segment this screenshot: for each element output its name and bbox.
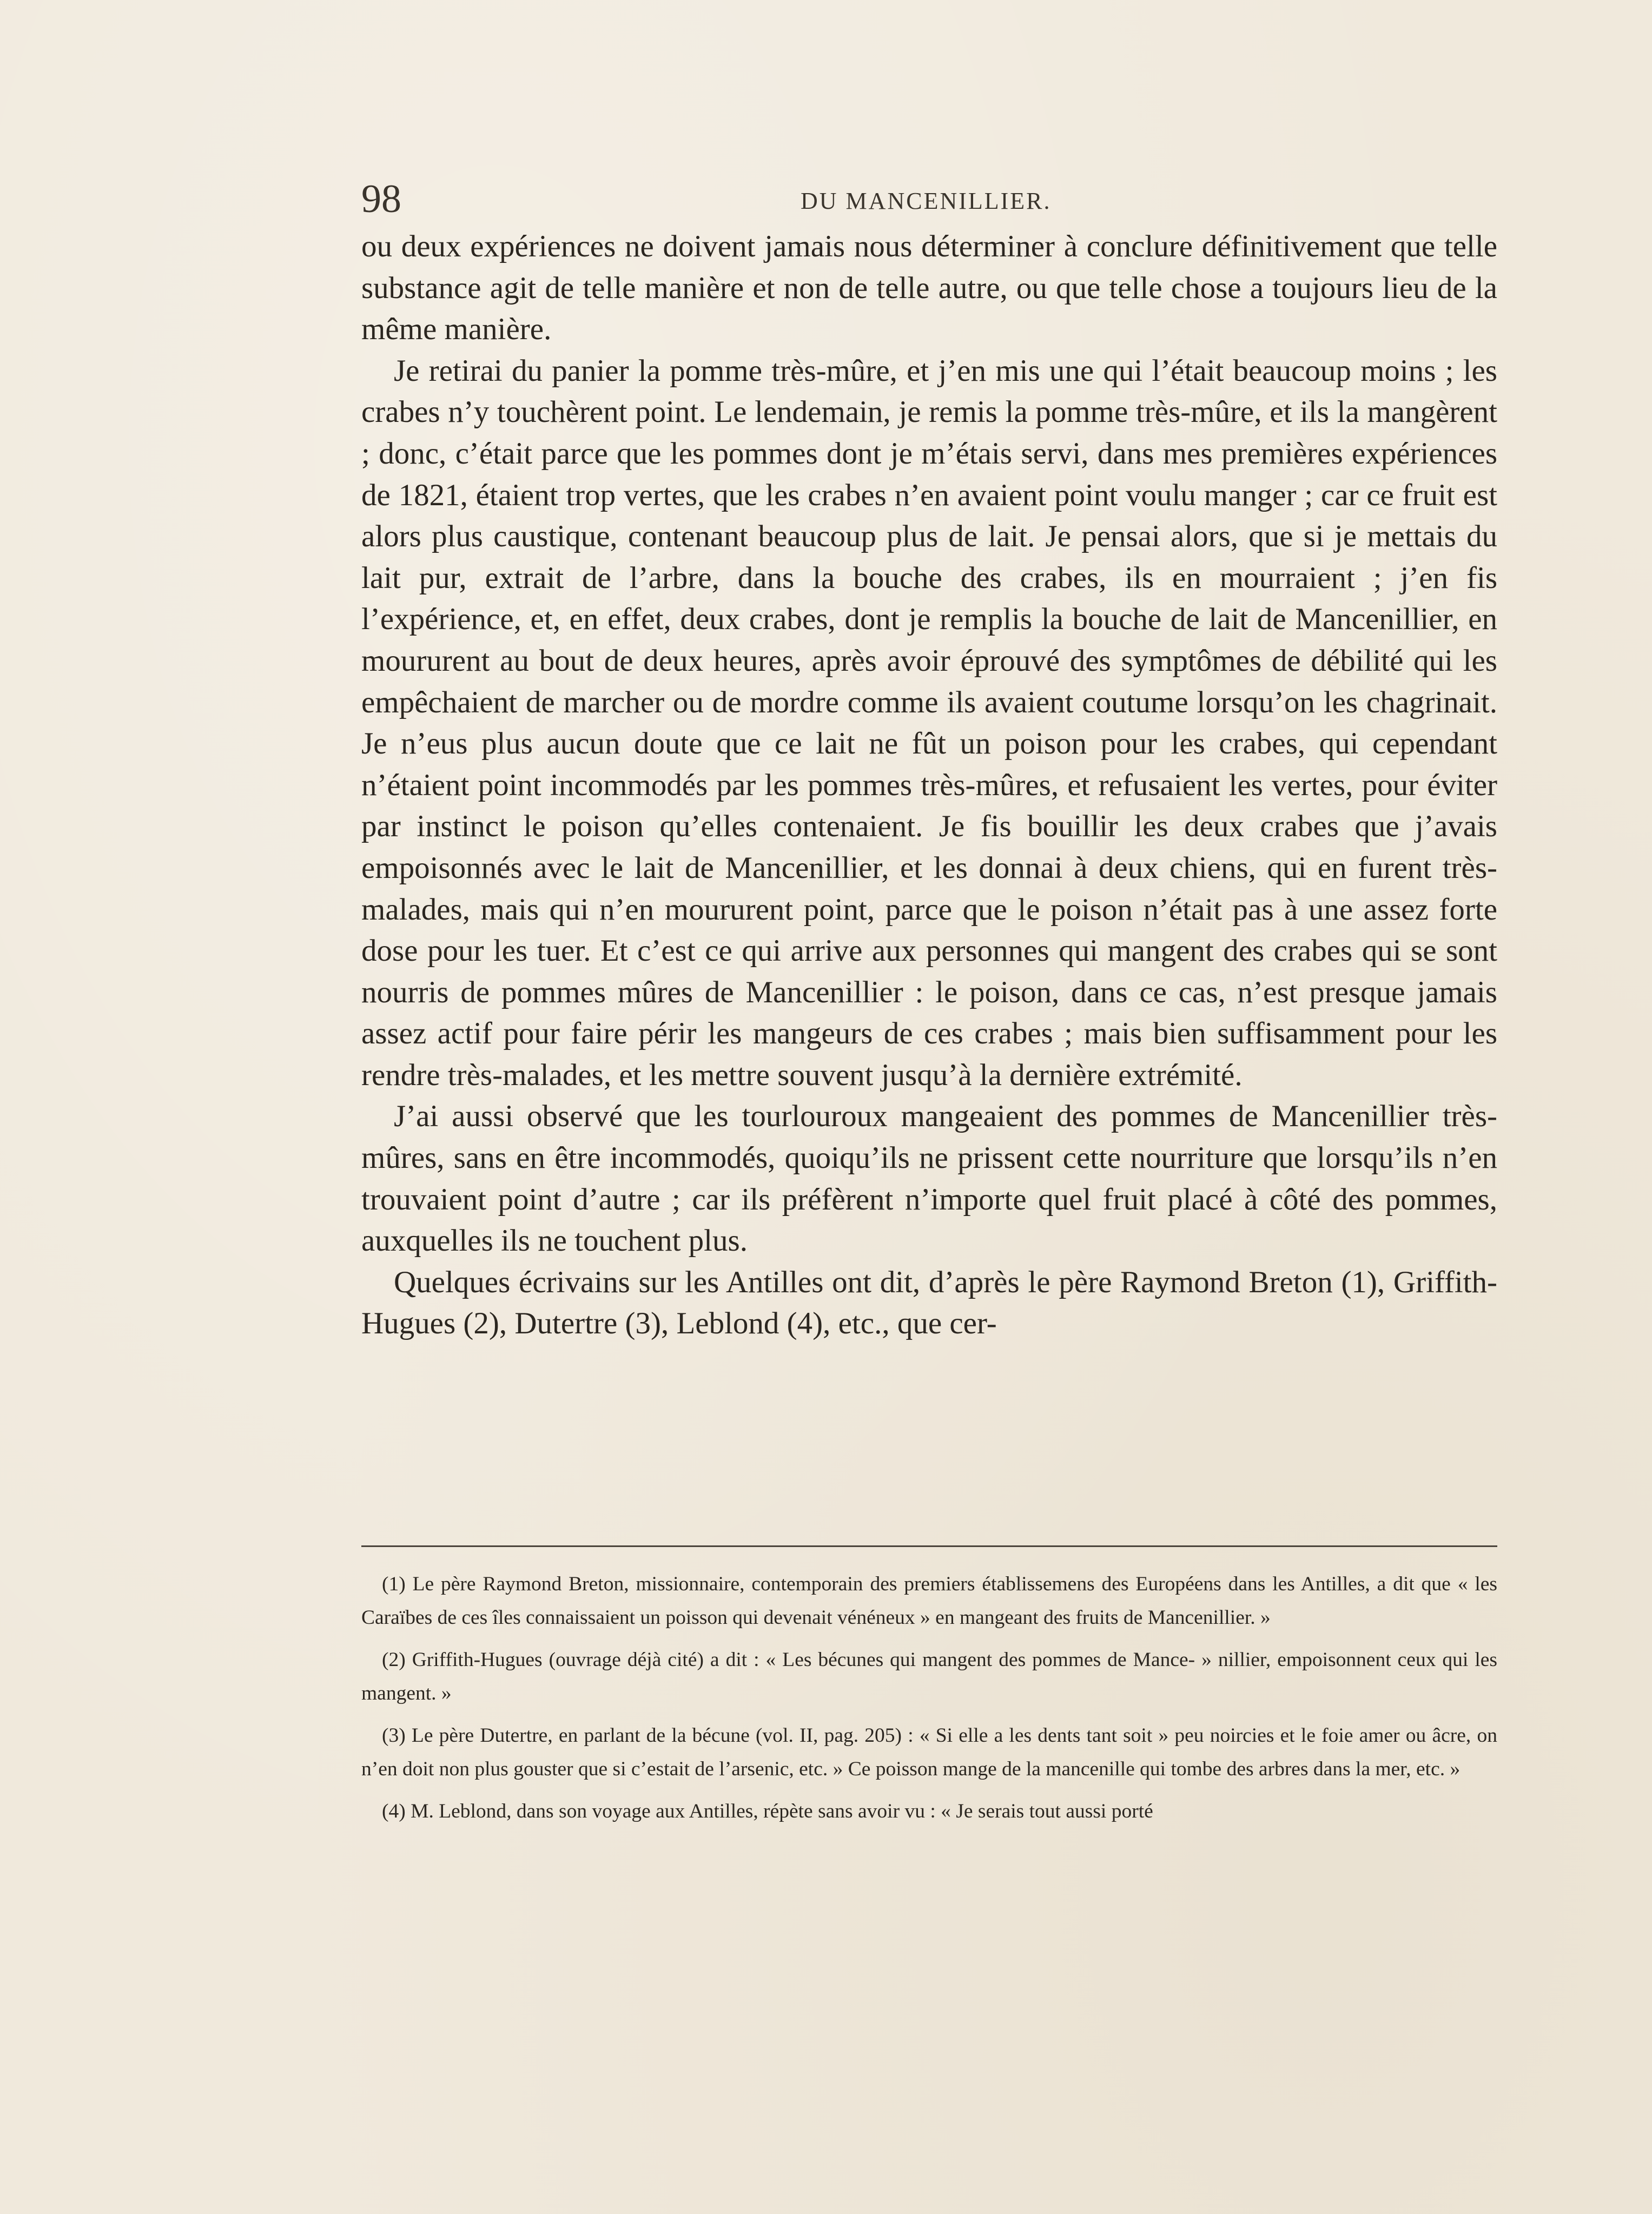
footnote-3: (3) Le père Dutertre, en parlant de la bécune (vol. II, pag. 205) : « Si elle a les dents tant soit » peu noircies et le foie amer ou âcre, on n’en doit non plus gouster que si c’estait de l’arsenic, etc. » Ce poisson mange de la mancenille qui tombe des arbres dans la mer, etc. » xyxy=(361,1724,1497,1780)
running-title: DU MANCENILLIER. xyxy=(801,188,1052,214)
page-header xyxy=(361,172,1497,226)
paragraph-writers: Quelques écrivains sur les Antilles ont dit, d’après le père Raymond Breton (1), Griffith-Hugues (2), Dutertre (3), Leblond (4), etc., que cer- xyxy=(361,1265,1497,1341)
page-number: 98 xyxy=(361,177,401,221)
paragraph-crab-experiment: Je retirai du panier la pomme très-mûre, et j’en mis une qui l’était beaucoup moins ; les crabes n’y touchèrent point. Le lendemain, je remis la pomme très-mûre, et ils la mangèrent ; donc, c’était parce que les pommes dont je m’étais servi, dans mes premières expériences de 1821, étaient trop vertes, que les crabes n’en avaient point voulu manger ; car ce fruit est alors plus caustique, contenant beaucoup plus de lait. Je pensai alors, que si je mettais du lait pur, extrait de l’arbre, dans la bouche des crabes, ils en mourraient ; j’en fis l’expérience, et, en effet, deux crabes, dont je remplis la bouche de lait de Mancenillier, en moururent au bout de deux heures, après avoir éprouvé des symptômes de débilité qui les empêchaient de marcher ou de mordre comme ils avaient coutume lorsqu’on les chagrinait. Je n’eus plus aucun doute que ce lait ne fût un poison pour les crabes, qui cependant n’étaient point incommodés par les pommes très-mûres, et refusaient les vertes, pour éviter par instinct le poison qu’elles contenaient. Je fis bouillir les deux crabes que j’avais empoisonnés avec le lait de Mancenillier, et les donnai à deux chiens, qui en furent très-malades, mais qui n’en moururent point, parce que le poison n’était pas à une assez forte dose pour les tuer. Et c’est ce qui arrive aux personnes qui mangent des crabes qui se sont nourris de pommes mûres de Mancenillier : le poison, dans ce cas, n’est presque jamais assez actif pour faire périr les mangeurs de ces crabes ; mais bien suffisamment pour les rendre très-malades, et les mettre souvent jusqu’à la dernière extrémité. xyxy=(361,353,1497,1092)
paragraph-tourlouroux: J’ai aussi observé que les tourlouroux mangeaient des pommes de Mancenillier très-mûres, sans en être incommodés, quoiqu’ils ne prissent cette nourriture que lorsqu’ils n’en trouvaient point d’autre ; car ils préfèrent n’importe quel fruit placé à côté des pommes, auxquelles ils ne touchent plus. xyxy=(361,1099,1497,1258)
footnote-divider xyxy=(361,1545,1497,1547)
footnote-1: (1) Le père Raymond Breton, missionnaire, contemporain des premiers établissemens des Européens dans les Antilles, a dit que « les Caraïbes de ces îles connaissaient un poisson qui devenait vénéneux » en mangeant des fruits de Mancenillier. » xyxy=(361,1573,1497,1629)
footnotes xyxy=(361,1568,1497,1828)
footnote-4: (4) M. Leblond, dans son voyage aux Antilles, répète sans avoir vu : « Je serais tout aussi porté xyxy=(382,1800,1153,1822)
body-text xyxy=(361,226,1497,1345)
footnote-2: (2) Griffith-Hugues (ouvrage déjà cité) a dit : « Les bécunes qui mangent des pommes de Mance- » nillier, empoisonnent ceux qui les mangent. » xyxy=(361,1649,1497,1704)
paragraph-continuation: ou deux expériences ne doivent jamais nous déterminer à conclure définitivement que telle substance agit de telle manière et non de telle autre, ou que telle chose a toujours lieu de la même manière. xyxy=(361,229,1497,347)
